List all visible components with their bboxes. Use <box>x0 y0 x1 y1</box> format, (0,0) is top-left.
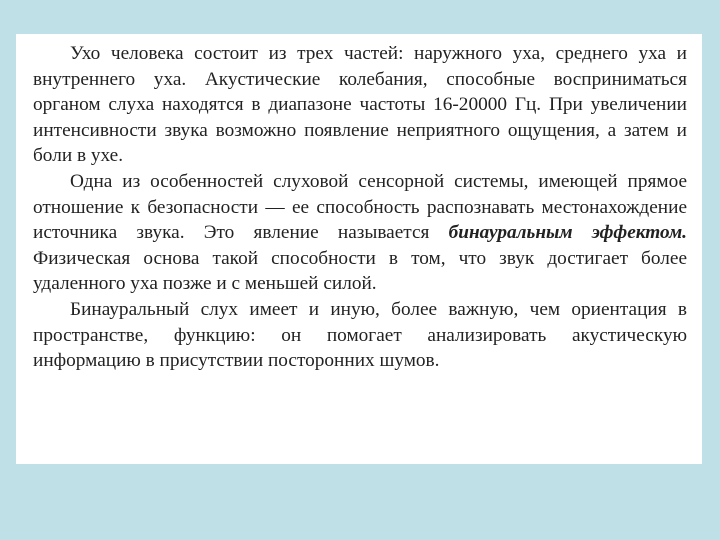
paragraph-2-start: Одна из особенностей слуховой сенсорной системы, имеющей прямое отношение к безопасности — ее способность распознавать местонахождение источника звука. Это явление называется <box>33 170 687 244</box>
binaural-effect-term: бинауральным эффектом. <box>448 222 687 244</box>
document-page <box>16 34 702 464</box>
paragraph-2-end: Физическая основа такой способности в том, что звук достигает более удаленного уха позже и с меньшей силой. <box>33 247 687 295</box>
paragraph-2 <box>33 169 687 297</box>
paragraph-3: Бинауральный слух имеет и иную, более важную, чем ориентация в пространстве, функцию: он помогает анализировать акустическую информацию в присутствии посторонних шумов. <box>33 298 687 372</box>
document-text <box>33 41 687 374</box>
paragraph-1: Ухо человека состоит из трех частей: наружного уха, среднего уха и внутреннего уха. Акустические колебания, способные восприниматься органом слуха находятся в диапазоне частоты 16-20000 Гц. При увеличении интенсивности звука возможно появление неприятного ощущения, а затем и боли в ухе. <box>33 43 687 167</box>
